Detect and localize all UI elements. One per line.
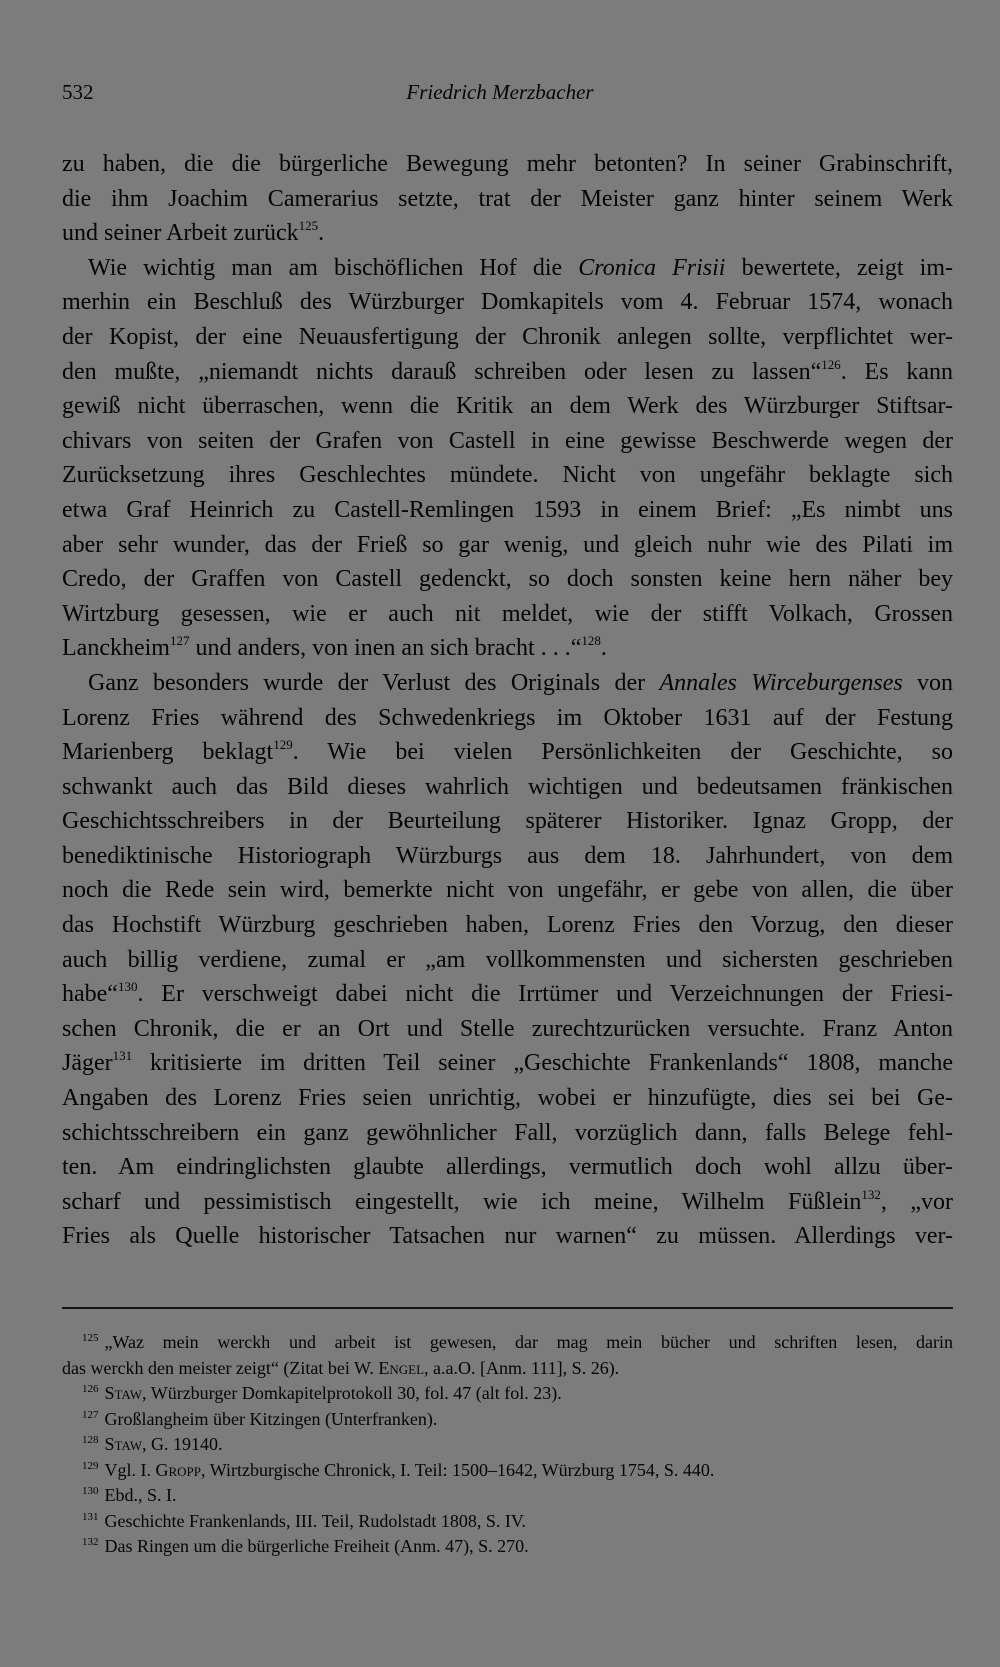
body-line: benediktinische Historiograph Würzburgs aus dem 18. Jahrhundert, von dem — [62, 842, 953, 869]
page-number: 532 — [62, 80, 94, 104]
body-line: noch die Rede sein wird, bemerkte nicht von ungefähr, er gebe von allen, die über — [62, 877, 953, 904]
footnote-ref: 125 — [298, 218, 319, 234]
footnote: $^{127}$ Großlangheim über Kitzingen (Unterfranken). — [82, 1408, 438, 1429]
footnote: $^{126}$ Staw, Würzburger Domkapitelprotokoll 30, fol. 47 (alt fol. 23). — [82, 1383, 562, 1403]
title-citation: Cronica Frisii — [578, 254, 726, 281]
body-line: schen Chronik, die er an Ort und Stelle zurechtzurücken versuchte. Franz Anton — [62, 1015, 953, 1042]
body-line: Geschichtsschreibers in der Beurteilung späterer Historiker. Ignaz Gropp, der — [62, 808, 953, 835]
body-line: der Kopist, der eine Neuausfertigung der Chronik anlegen sollte, verpflichtet wer- — [62, 323, 953, 350]
body-line: ten. Am eindringlichsten glaubte allerdings, vermutlich doch wohl allzu über- — [62, 1154, 953, 1181]
footnote-number: 129 — [82, 1459, 99, 1472]
footnote: $^{130}$ Ebd., S. I. — [82, 1485, 177, 1505]
running-head: Friedrich Merzbacher — [406, 80, 594, 104]
footnotes — [62, 1330, 953, 1560]
body-line: merhin ein Beschluß des Würzburger Domkapitels vom 4. Februar 1574, wonach — [62, 289, 953, 316]
footnote-separator — [62, 1307, 953, 1309]
footnote-ref: 129 — [273, 737, 293, 753]
title-citation: Annales Wirceburgenses — [659, 669, 903, 696]
footnote-ref: 132 — [861, 1186, 881, 1202]
body-line: habe“$^{130}$. Er verschweigt dabei nicht die Irrtümer und Verzeichnungen der Friesi- — [62, 979, 953, 1008]
body-line: Credo, der Graffen von Castell gedenckt, so doch sonsten keine hern näher bey — [62, 566, 953, 593]
body-line: aber sehr wunder, das der Frieß so gar wenig, und gleich nuhr wie des Pilati im — [62, 531, 953, 558]
body-line: schwankt auch das Bild dieses wahrlich wichtigen und bedeutsamen fränkischen — [62, 773, 953, 800]
page-header — [62, 80, 938, 112]
body-line: gewiß nicht überraschen, wenn die Kritik an dem Werk des Würzburger Stiftsar- — [62, 393, 953, 420]
footnote: $^{129}$ Vgl. I. Gropp, Wirtzburgische Chronick, I. Teil: 1500–1642, Würzburg 1754, S. 440. — [82, 1459, 715, 1480]
body-line: die ihm Joachim Camerarius setzte, trat der Meister ganz hinter seinem Werk — [62, 185, 953, 212]
footnote-ref: 127 — [169, 633, 190, 649]
footnote-number: 128 — [82, 1434, 99, 1446]
body-line: Wirtzburg gesessen, wie er auch nit meldet, wie der stifft Volkach, Grossen — [62, 600, 953, 627]
body-line: Fries als Quelle historischer Tatsachen nur warnen“ zu müssen. Allerdings ver- — [62, 1223, 953, 1250]
body-text — [62, 147, 953, 1254]
body-line: Zurücksetzung ihres Geschlechtes mündete. Nicht von ungefähr beklagte sich — [62, 462, 953, 489]
footnote-continuation: das werckh den meister zeigt“ (Zitat bei W. Engel, a.a.O. [Anm. 111], S. 26). — [62, 1357, 620, 1378]
body-line: schichtsschreibern ein ganz gewöhnlicher Fall, vorzüglich dann, falls Belege fehl- — [62, 1119, 953, 1146]
body-line: Marienberg beklagt$^{129}$. Wie bei vielen Persönlichkeiten der Geschichte, so — [62, 737, 953, 766]
body-line: den mußte, „niemandt nichts darauß schreiben oder lesen zu lassen“$^{126}$. Es kann — [62, 356, 953, 385]
footnote-number: 130 — [82, 1485, 99, 1497]
body-line: Angaben des Lorenz Fries seien unrichtig, wobei er hinzufügte, dies sei bei Ge- — [62, 1085, 953, 1112]
body-line: Jäger$^{131}$ kritisierte im dritten Teil seiner „Geschichte Frankenlands“ 1808, manche — [62, 1048, 953, 1077]
body-line: chivars von seiten der Grafen von Castell in eine gewisse Beschwerde wegen der — [62, 427, 953, 454]
footnote-number: 127 — [82, 1408, 99, 1421]
body-line: scharf und pessimistisch eingestellt, wie ich meine, Wilhelm Füßlein$^{132}$, „vor — [62, 1186, 953, 1215]
body-line: und seiner Arbeit zurück$^{125}$. — [62, 218, 325, 247]
footnote-number: 126 — [82, 1383, 99, 1395]
footnote-ref: 126 — [821, 356, 841, 372]
footnote-ref: 131 — [112, 1048, 133, 1064]
body-line: zu haben, die die bürgerliche Bewegung mehr betonten? In seiner Grabinschrift, — [62, 151, 953, 177]
footnote: $^{132}$ Das Ringen um die bürgerliche Freiheit (Anm. 47), S. 270. — [82, 1536, 529, 1556]
body-line: Lanckheim$^{127}$ und anders, von inen an sich bracht . . .“$^{128}$. — [62, 633, 607, 662]
footnote: $^{128}$ Staw, G. 19140. — [82, 1434, 223, 1454]
footnote-number: 132 — [82, 1536, 99, 1548]
body-line: das Hochstift Würzburg geschrieben haben, Lorenz Fries den Vorzug, den dieser — [62, 912, 953, 939]
footnote-ref: 128 — [581, 633, 601, 649]
body-line: Lorenz Fries während des Schwedenkriegs im Oktober 1631 auf der Festung — [62, 704, 953, 731]
body-line: Ganz besonders wurde der Verlust des Originals der Annales Wirceburgenses von — [88, 669, 954, 696]
body-line: auch billig verdiene, zumal er „am vollkommensten und sichersten geschrieben — [62, 946, 953, 973]
footnote-number: 131 — [82, 1510, 99, 1523]
footnote-number: 125 — [82, 1332, 99, 1344]
footnote: $^{131}$ Geschichte Frankenlands, III. Teil, Rudolstadt 1808, S. IV. — [82, 1510, 527, 1531]
footnote-ref: 130 — [117, 979, 138, 995]
footnote: $^{125}$ „Waz mein werckh und arbeit ist gewesen, dar mag mein bücher und schriften lesen, darin — [82, 1332, 953, 1352]
body-line: etwa Graf Heinrich zu Castell-Remlingen 1593 in einem Brief: „Es nimbt uns — [62, 496, 953, 523]
body-line: Wie wichtig man am bischöflichen Hof die Cronica Frisii bewertete, zeigt im- — [88, 254, 953, 281]
